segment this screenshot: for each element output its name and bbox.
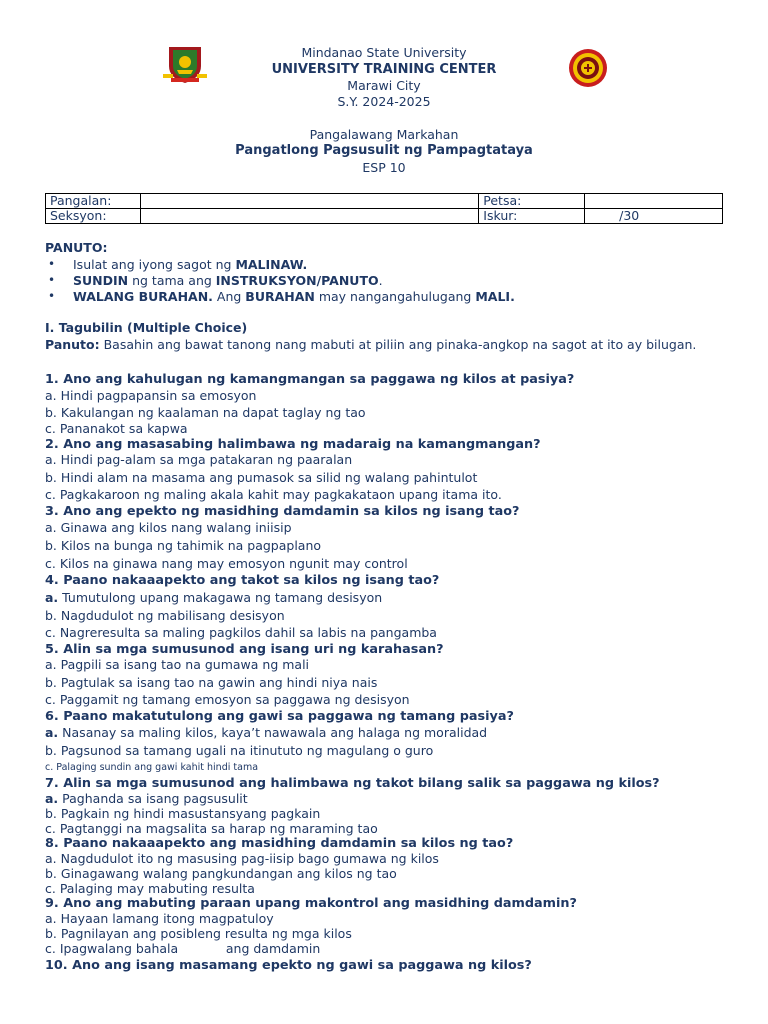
choice-a[interactable]: a. Ginawa ang kilos nang walang iniisip <box>45 520 292 535</box>
choice-c[interactable]: c. Ipagwalang bahala ang damdamin <box>45 941 321 956</box>
choice-a[interactable]: a. Hindi pag-alam sa mga patakaran ng paaralan <box>45 452 353 467</box>
question-3: 3. Ano ang epekto ng masidhing damdamin sa kilos ng isang tao? <box>45 504 520 519</box>
choice-a[interactable]: a. Tumutulong upang makagawa ng tamang desisyon <box>45 590 383 605</box>
bullet-icon: • <box>48 273 56 287</box>
choice-a[interactable]: a. Pagpili sa isang tao na gumawa ng mali <box>45 657 310 672</box>
subject-label: ESP 10 <box>362 160 406 175</box>
choice-c[interactable]: c. Pagkakaroon ng maling akala kahit may pagkakataon upang itama ito. <box>45 487 502 502</box>
instruction-item: WALANG BURAHAN. Ang BURAHAN may nangangahulugang MALI. <box>73 289 515 304</box>
name-label: Pangalan: <box>46 194 141 209</box>
question-4: 4. Paano nakaaapekto ang takot sa kilos ng isang tao? <box>45 573 440 588</box>
training-center-name: UNIVERSITY TRAINING CENTER <box>271 62 497 77</box>
score-label: Iskur: <box>479 209 585 224</box>
date-label: Petsa: <box>479 194 585 209</box>
choice-a[interactable]: a. Paghanda sa isang pagsusulit <box>45 791 248 806</box>
choice-b[interactable]: b. Pagnilayan ang posibleng resulta ng mga kilos <box>45 926 352 941</box>
choice-c[interactable]: c. Kilos na ginawa nang may emosyon ngunit may control <box>45 556 408 571</box>
school-year: S.Y. 2024-2025 <box>337 94 431 109</box>
section-field[interactable] <box>140 209 478 224</box>
question-2: 2. Ano ang masasabing halimbawa ng madaraig na kamangmangan? <box>45 437 541 452</box>
choice-c[interactable]: c. Paggamit ng tamang emosyon sa paggawa ng desisyon <box>45 692 410 707</box>
choice-b[interactable]: b. Hindi alam na masama ang pumasok sa silid ng walang pahintulot <box>45 470 478 485</box>
instruction-item: SUNDIN ng tama ang INSTRUKSYON/PANUTO. <box>73 273 383 288</box>
choice-b[interactable]: b. Kakulangan ng kaalaman na dapat taglay ng tao <box>45 405 366 420</box>
choice-b[interactable]: b. Nagdudulot ng mabilisang desisyon <box>45 608 285 623</box>
question-5: 5. Alin sa mga sumusunod ang isang uri ng karahasan? <box>45 642 444 657</box>
question-10: 10. Ano ang isang masamang epekto ng gawi sa paggawa ng kilos? <box>45 958 532 973</box>
instructions-title: PANUTO: <box>45 240 108 255</box>
bullet-icon: • <box>48 257 56 271</box>
quarter-label: Pangalawang Markahan <box>309 127 459 142</box>
choice-b[interactable]: b. Pagtulak sa isang tao na gawin ang hindi niya nais <box>45 675 378 690</box>
date-field[interactable] <box>585 194 723 209</box>
question-7: 7. Alin sa mga sumusunod ang halimbawa ng takot bilang salik sa paggawa ng kilos? <box>45 776 660 791</box>
choice-c[interactable]: c. Palaging sundin ang gawi kahit hindi tama <box>45 762 259 773</box>
student-info-table <box>45 193 723 224</box>
choice-a[interactable]: a. Hayaan lamang itong magpatuloy <box>45 911 274 926</box>
choice-c[interactable]: c. Palaging may mabuting resulta <box>45 881 255 896</box>
choice-b[interactable]: b. Pagsunod sa tamang ugali na itinututo ng magulang o guro <box>45 743 434 758</box>
score-field[interactable] <box>585 209 723 224</box>
choice-a[interactable]: a. Hindi pagpapansin sa emosyon <box>45 388 257 403</box>
choice-a[interactable]: a. Nagdudulot ito ng masusing pag-iisip bago gumawa ng kilos <box>45 851 439 866</box>
city-name: Marawi City <box>347 78 421 93</box>
score-total: /30 <box>619 208 640 223</box>
choice-a[interactable]: a. Nasanay sa maling kilos, kaya’t nawawala ang halaga ng moralidad <box>45 725 488 740</box>
section-label: Seksyon: <box>46 209 141 224</box>
choice-b[interactable]: b. Kilos na bunga ng tahimik na pagpaplano <box>45 538 322 553</box>
choice-c[interactable]: c. Nagreresulta sa maling pagkilos dahil sa labis na pangamba <box>45 625 437 640</box>
question-8: 8. Paano nakaaapekto ang masidhing damdamin sa kilos ng tao? <box>45 836 514 851</box>
question-6: 6. Paano makatutulong ang gawi sa paggawa ng tamang pasiya? <box>45 709 514 724</box>
question-9: 9. Ano ang mabuting paraan upang makontrol ang masidhing damdamin? <box>45 896 577 911</box>
exam-title: Pangatlong Pagsusulit ng Pampagtataya <box>235 143 533 158</box>
bullet-icon: • <box>48 289 56 303</box>
name-field[interactable] <box>140 194 478 209</box>
choice-b[interactable]: b. Ginagawang walang pangkundangan ang kilos ng tao <box>45 866 397 881</box>
question-1: 1. Ano ang kahulugan ng kamangmangan sa paggawa ng kilos at pasiya? <box>45 372 575 387</box>
choice-b[interactable]: b. Pagkain ng hindi masustansyang pagkain <box>45 806 321 821</box>
section-title: I. Tagubilin (Multiple Choice) <box>45 320 248 335</box>
choice-c[interactable]: c. Pagtanggi na magsalita sa harap ng maraming tao <box>45 821 378 836</box>
university-name: Mindanao State University <box>301 45 467 60</box>
choice-c[interactable]: c. Pananakot sa kapwa <box>45 421 188 436</box>
section-directions: Panuto: Basahin ang bawat tanong nang mabuti at piliin ang pinaka-angkop na sagot at ito ay bilugan. <box>45 337 697 352</box>
instruction-item: Isulat ang iyong sagot ng MALINAW. <box>73 257 308 272</box>
